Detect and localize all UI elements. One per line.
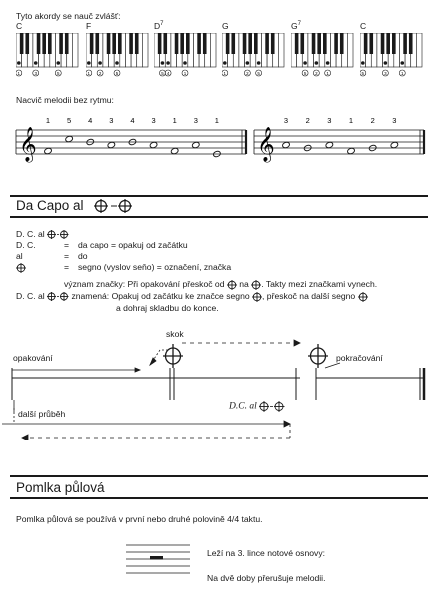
bar-line xyxy=(12,368,424,400)
black-key xyxy=(95,33,99,54)
finger-number: 3 xyxy=(384,71,387,76)
black-key xyxy=(340,33,344,54)
white-key xyxy=(210,33,216,67)
dc-row6-term: D. C. al xyxy=(16,291,45,301)
segno-small-icon xyxy=(47,292,69,301)
white-key xyxy=(347,33,353,67)
dc-row7: a dohraj skladbu do konce. xyxy=(116,303,219,313)
dc-eqs xyxy=(64,240,69,273)
finger-number: 4 xyxy=(166,71,170,76)
finger-number: 2 xyxy=(315,71,318,76)
finger-number: 1 xyxy=(17,71,21,76)
finger-number: 4 xyxy=(130,116,135,125)
dc-row5-b: na xyxy=(239,279,249,289)
finger-number: 2 xyxy=(370,116,375,125)
whole-note xyxy=(107,141,116,148)
finger-number: 1 xyxy=(223,71,227,76)
piano-keyboard xyxy=(222,33,286,79)
key-dot xyxy=(183,61,187,65)
dc-term-1: D. C. al xyxy=(16,229,45,239)
black-key xyxy=(300,33,304,54)
dc-term-2: D. C. xyxy=(16,240,36,250)
dc-term-3: al xyxy=(16,251,23,261)
segno-icon xyxy=(163,344,183,368)
finger-number: 1 xyxy=(326,71,329,76)
black-key xyxy=(203,33,207,54)
treble-clef-icon: 𝄞 xyxy=(257,127,275,162)
black-key xyxy=(129,33,133,54)
section2-rule-bottom xyxy=(10,497,428,499)
black-key xyxy=(386,33,390,54)
key-dot xyxy=(246,61,250,65)
whole-note xyxy=(65,135,74,142)
chord-name: C xyxy=(16,21,23,31)
black-key xyxy=(20,33,24,54)
finger-number: 5 xyxy=(57,71,60,76)
dc-row6 xyxy=(16,291,368,302)
rest-line-2: Na dvě doby přerušuje melodii. xyxy=(207,573,326,583)
piano-keyboard xyxy=(154,33,218,79)
dc-row5-c: . Takty mezi značkami vynech. xyxy=(261,279,378,289)
label-skok: skok xyxy=(166,329,184,339)
black-key xyxy=(90,33,94,54)
section2-rule-top xyxy=(10,475,428,477)
black-key xyxy=(243,33,247,54)
staff-2 xyxy=(254,116,424,163)
dc-row6-mid: znamená: Opakuj od začátku ke značce segno xyxy=(71,291,250,301)
chord-name: D xyxy=(154,21,161,31)
finger-number: 2 xyxy=(305,116,310,125)
black-key xyxy=(317,33,321,54)
key-dot xyxy=(166,61,170,65)
key-dot xyxy=(34,61,38,65)
label-pokracovani: pokračování xyxy=(336,353,383,363)
finger-number: 3 xyxy=(109,116,114,125)
segno-icon xyxy=(227,280,237,290)
key-dot xyxy=(56,61,60,65)
section-title-dacapo xyxy=(16,198,135,214)
segno-icon xyxy=(308,344,328,368)
black-key xyxy=(409,33,413,54)
black-key xyxy=(59,33,63,54)
whole-note xyxy=(170,147,179,154)
black-key xyxy=(37,33,41,54)
key-dot xyxy=(303,61,307,65)
whole-note xyxy=(282,141,291,148)
black-key xyxy=(112,33,116,54)
dc-def-3: do xyxy=(78,251,88,261)
white-key xyxy=(416,33,422,67)
white-key xyxy=(142,33,148,67)
piano-keyboard xyxy=(291,33,355,79)
black-key xyxy=(163,33,167,54)
melody-staves xyxy=(10,110,430,170)
chord-sup: 7 xyxy=(297,21,301,28)
finger-number: 5 xyxy=(67,116,72,125)
rest-line-1: Leží na 3. lince notové osnovy: xyxy=(207,548,326,558)
black-key xyxy=(118,33,122,54)
dc-def-4: segno (vyslov seňo) = označení, značka xyxy=(78,262,232,272)
black-key xyxy=(48,33,52,54)
finger-number: 1 xyxy=(87,71,91,76)
black-key xyxy=(226,33,230,54)
label-dc-al-text: D.C. al xyxy=(229,401,257,412)
section-title-pomlka: Pomlka půlová xyxy=(16,480,105,495)
opakovani-arrow xyxy=(12,368,140,372)
dc-row6-end: , přeskoč na další segno xyxy=(262,291,356,301)
finger-number: 2 xyxy=(98,71,102,76)
finger-number: 3 xyxy=(283,116,289,125)
finger-number: 3 xyxy=(151,116,156,125)
black-key xyxy=(254,33,258,54)
finger-number: 5 xyxy=(115,71,119,76)
whole-note xyxy=(44,147,53,154)
finger-number: 4 xyxy=(88,116,93,125)
segno-icon xyxy=(358,292,368,302)
chord-label xyxy=(222,21,229,31)
whole-note xyxy=(192,141,201,148)
piano-keyboard xyxy=(16,33,80,79)
black-key xyxy=(65,33,69,54)
key-dot xyxy=(115,61,119,65)
dc-def-2: da capo = opakuj od začátku xyxy=(78,240,188,250)
dc-terms xyxy=(16,229,69,273)
section-title-text: Da Capo al xyxy=(16,198,84,213)
chord-name: F xyxy=(86,21,92,31)
chord-name: G xyxy=(222,21,229,31)
segno-icon xyxy=(16,263,26,273)
black-key xyxy=(295,33,299,54)
black-key xyxy=(271,33,275,54)
black-key xyxy=(158,33,162,54)
chord-name: C xyxy=(360,21,367,31)
segno-pair-icon xyxy=(93,199,135,213)
black-key xyxy=(381,33,385,54)
jump-line xyxy=(182,340,300,346)
finger-number: 5 xyxy=(161,71,164,76)
piano-keyboard xyxy=(360,33,424,79)
dc-row5-a: význam značky: Při opakování přeskoč od xyxy=(64,279,225,289)
black-key xyxy=(25,33,29,54)
key-dot xyxy=(257,61,261,65)
whole-note xyxy=(347,147,356,154)
black-key xyxy=(231,33,235,54)
dc-eq-2: = xyxy=(64,240,70,250)
chord-label xyxy=(360,21,366,31)
finger-number: 3 xyxy=(327,116,332,125)
finger-number: 5 xyxy=(361,71,365,76)
white-key xyxy=(278,33,284,67)
half-rest-mark xyxy=(150,556,163,560)
black-key xyxy=(186,33,190,54)
black-key xyxy=(265,33,269,54)
chord-name: G xyxy=(291,21,298,31)
whole-note xyxy=(390,141,399,148)
piano-keyboard xyxy=(86,33,150,79)
chord-sup: 7 xyxy=(160,21,164,28)
dc-eq-3: = xyxy=(64,251,70,261)
black-key xyxy=(392,33,396,54)
finger-number: 2 xyxy=(246,71,249,76)
segno-icon xyxy=(252,292,262,302)
black-key xyxy=(107,33,111,54)
black-key xyxy=(312,33,316,54)
black-key xyxy=(248,33,252,54)
repeat-start-arrow xyxy=(2,400,290,440)
key-dot xyxy=(223,61,227,65)
key-dot xyxy=(17,61,21,65)
label-opakovani: opakování xyxy=(13,353,53,363)
key-dot xyxy=(384,61,388,65)
segno-small-icon xyxy=(47,230,69,239)
black-key xyxy=(334,33,338,54)
finger-number: 1 xyxy=(401,71,404,76)
black-key xyxy=(175,33,179,54)
half-rest-staff xyxy=(126,543,190,579)
flow-diagram xyxy=(0,330,438,440)
chord-label xyxy=(291,21,301,31)
intro-text: Tyto akordy se nauč zvlášť: xyxy=(16,11,121,21)
treble-clef-icon: 𝄞 xyxy=(19,127,37,162)
finger-number: 3 xyxy=(193,116,198,125)
key-dot xyxy=(315,61,319,65)
finger-number: 1 xyxy=(214,116,219,125)
black-key xyxy=(403,33,407,54)
finger-number: 5 xyxy=(257,71,260,76)
dc-eq-4: = xyxy=(64,262,70,272)
key-dot xyxy=(161,61,165,65)
finger-number: 3 xyxy=(34,71,37,76)
whole-note xyxy=(149,141,158,148)
pokracovani-arrow xyxy=(325,363,340,368)
whole-note xyxy=(325,141,334,148)
melody-label: Nacvič melodii bez rytmu: xyxy=(16,95,114,105)
finger-number: 1 xyxy=(183,71,187,76)
black-key xyxy=(369,33,373,54)
white-key xyxy=(72,33,78,67)
key-dot xyxy=(87,61,91,65)
dc-defs xyxy=(78,240,231,273)
rest-description: Pomlka půlová se používá v první nebo druhé polovině 4/4 taktu. xyxy=(16,514,263,524)
key-dot xyxy=(326,61,330,65)
chord-label xyxy=(86,21,91,31)
staff-1 xyxy=(16,116,246,163)
chord-label xyxy=(16,21,22,31)
finger-number: 1 xyxy=(45,116,51,125)
black-key xyxy=(42,33,46,54)
chord-label xyxy=(154,21,163,31)
black-key xyxy=(364,33,368,54)
section-rule-top xyxy=(10,195,428,197)
key-dot xyxy=(361,61,365,65)
black-key xyxy=(323,33,327,54)
black-key xyxy=(135,33,139,54)
section-rule-bottom xyxy=(10,216,428,218)
segno-icon xyxy=(251,280,261,290)
key-dot xyxy=(98,61,102,65)
key-dot xyxy=(400,61,404,65)
black-key xyxy=(197,33,201,54)
finger-number: 3 xyxy=(392,116,397,125)
label-dalsi-prubeh: další průběh xyxy=(18,409,66,419)
finger-number: 1 xyxy=(172,116,177,125)
finger-number: 1 xyxy=(348,116,354,125)
finger-number: 5 xyxy=(303,71,307,76)
dc-row5 xyxy=(64,279,377,290)
black-key xyxy=(180,33,184,54)
